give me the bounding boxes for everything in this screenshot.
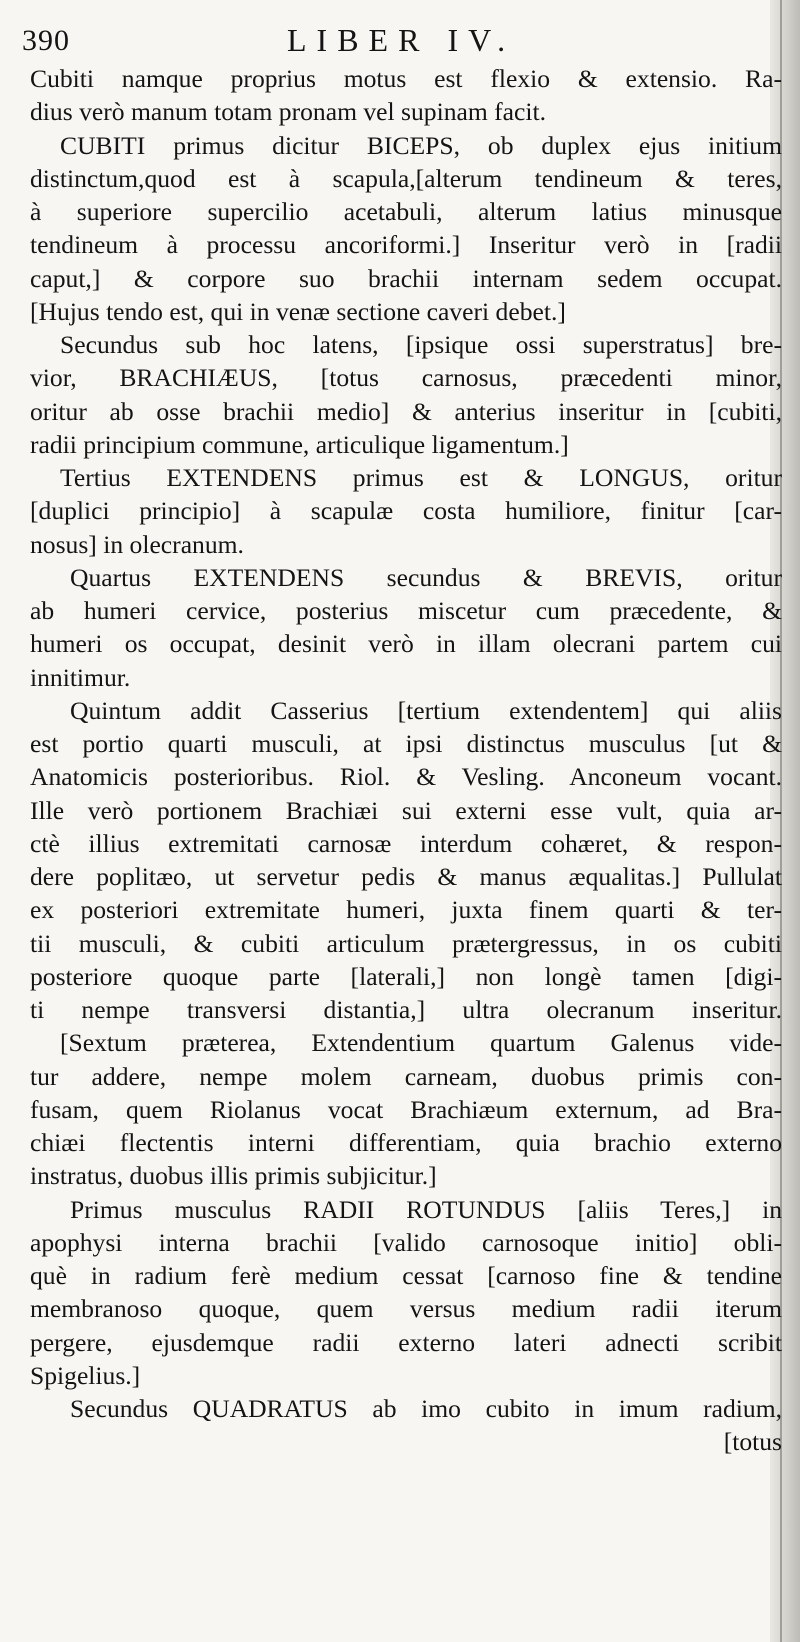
text-line: tendineum à processu ancoriformi.] Inseritur verò in [radii	[30, 230, 782, 260]
text-line: Secundus sub hoc latens, [ipsique ossi superstratus] bre-	[60, 330, 782, 359]
body-text	[30, 62, 782, 1459]
text-line: ab humeri cervice, posterius miscetur cum præcedente, &	[30, 596, 782, 625]
text-line: à superiore supercilio acetabuli, alterum latius minusque	[30, 197, 782, 226]
page-number: 390	[22, 24, 70, 57]
text-line: caput,] & corpore suo brachii internam sedem occupat.	[30, 263, 782, 293]
text-line: [Sextum præterea, Extendentium quartum Galenus vide-	[60, 1028, 782, 1058]
text-line: chiæi flectentis interni differentiam, quia brachio externo	[30, 1128, 782, 1157]
text-line: dere poplitæo, ut servetur pedis & manus æqualitas.] Pullulat	[30, 862, 782, 891]
text-line: CUBITI primus dicitur BICEPS, ob duplex ejus initium	[60, 130, 782, 160]
catchword: [totus	[723, 1427, 782, 1457]
text-line: [Hujus tendo est, qui in venæ sectione caveri debet.]	[30, 296, 566, 326]
text-line: Primus musculus RADII ROTUNDUS [aliis Teres,] in	[70, 1194, 782, 1224]
running-head	[22, 18, 762, 66]
text-line: Quintum addit Casserius [tertium extendentem] qui aliis	[70, 695, 782, 725]
text-line: pergere, ejusdemque radii externo lateri adnecti scribit	[30, 1327, 782, 1357]
text-line: Anatomicis posterioribus. Riol. & Vesling. Anconeum vocant.	[30, 762, 782, 792]
text-line: Ille verò portionem Brachiæi sui externi esse vult, quia ar-	[30, 795, 782, 825]
text-line: innitimur.	[30, 662, 131, 692]
text-line: [duplici principio] à scapulæ costa humiliore, finitur [car-	[30, 496, 782, 526]
text-line: membranoso quoque, quem versus medium radii iterum	[30, 1294, 782, 1324]
text-line: Spigelius.]	[30, 1360, 141, 1390]
text-line: fusam, quem Riolanus vocat Brachiæum externum, ad Bra-	[30, 1094, 782, 1124]
text-line: apophysi interna brachii [valido carnosoque initio] obli-	[30, 1227, 782, 1257]
text-line: dius verò manum totam pronam vel supinam facit.	[30, 97, 547, 127]
text-line: humeri os occupat, desinit verò in illam olecrani partem cui	[30, 629, 782, 659]
text-line: vior, BRACHIÆUS, [totus carnosus, præcedenti minor,	[30, 363, 782, 393]
text-line: ex posteriori extremitate humeri, juxta finem quarti & ter-	[30, 895, 782, 925]
text-line: posteriore quoque parte [laterali,] non longè tamen [digi-	[30, 961, 782, 991]
text-line: tii musculi, & cubiti articulum prætergressus, in os cubiti	[30, 928, 782, 958]
text-line: ctè illius extremitati carnosæ interdum cohæret, & respon-	[30, 828, 782, 858]
text-line: Cubiti namque proprius motus est flexio & extensio. Ra-	[30, 64, 782, 93]
text-line: instratus, duobus illis primis subjicitur.]	[30, 1161, 437, 1191]
text-line: Secundus QUADRATUS ab imo cubito in imum radium,	[70, 1394, 782, 1423]
book-title: LIBER IV.	[287, 22, 516, 58]
text-line: ti nempe transversi distantia,] ultra olecranum inseritur.	[30, 995, 782, 1024]
text-line: Tertius EXTENDENS primus est & LONGUS, oritur	[60, 463, 782, 492]
text-line: radii principium commune, articulique ligamentum.]	[30, 429, 569, 459]
text-line: est portio quarti musculi, at ipsi distinctus musculus [ut &	[30, 729, 782, 758]
text-line: què in radium ferè medium cessat [carnoso fine & tendine	[30, 1261, 782, 1290]
text-line: oritur ab osse brachii medio] & anterius inseritur in [cubiti,	[30, 396, 782, 426]
text-line: tur addere, nempe molem carneam, duobus primis con-	[30, 1061, 782, 1091]
text-line: nosus] in olecranum.	[30, 529, 244, 559]
text-line: Quartus EXTENDENS secundus & BREVIS, oritur	[70, 562, 782, 592]
text-line: distinctum,quod est à scapula,[alterum tendineum & teres,	[30, 163, 782, 193]
